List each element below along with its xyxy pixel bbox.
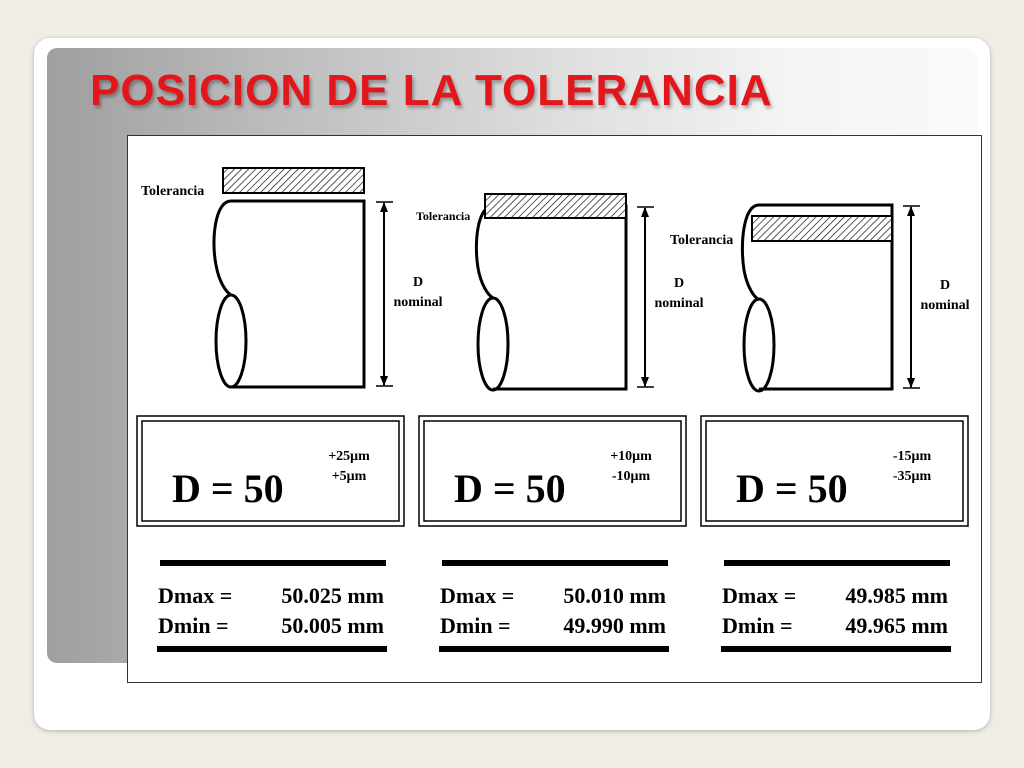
nominal-label: nominal [393,295,443,310]
shaft-2 [476,206,626,390]
dimension-value: D = 50 [736,466,848,511]
dmin-label: Dmin = [440,613,511,638]
diagram-2 [416,194,704,652]
lower-deviation: -10μm [611,469,651,484]
tolerance-label: Tolerancia [141,184,205,199]
tolerance-label: Tolerancia [670,233,734,248]
d-label: D [939,278,951,293]
d-label: D [412,275,424,290]
shaft-1 [214,201,364,387]
nominal-label: nominal [654,296,704,311]
tolerance-zone-3 [752,216,892,241]
upper-deviation: -15μm [892,449,932,464]
dmin-label: Dmin = [158,613,229,638]
dmin-value: 50.005 mm [281,613,384,638]
diagram-1 [137,168,443,652]
nominal-label: nominal [920,298,970,313]
dmax-label: Dmax = [440,583,515,608]
diagram-3 [670,205,970,652]
dmax-label: Dmax = [722,583,797,608]
lower-deviation: -35μm [892,469,932,484]
dmax-value: 50.010 mm [563,583,666,608]
lower-deviation: +5μm [331,469,367,484]
dmax-label: Dmax = [158,583,233,608]
dimension-value: D = 50 [172,466,284,511]
dmax-value: 49.985 mm [845,583,948,608]
d-label: D [673,276,685,291]
page-title: POSICION DE LA TOLERANCIA [90,66,773,115]
upper-deviation: +10μm [610,449,652,464]
tolerance-zone-2 [485,194,626,218]
tolerance-zone-1 [223,168,364,193]
dmax-value: 50.025 mm [281,583,384,608]
dmin-label: Dmin = [722,613,793,638]
upper-deviation: +25μm [328,449,370,464]
dmin-value: 49.965 mm [845,613,948,638]
dimension-value: D = 50 [454,466,566,511]
dmin-value: 49.990 mm [563,613,666,638]
tolerance-label: Tolerancia [416,209,471,223]
